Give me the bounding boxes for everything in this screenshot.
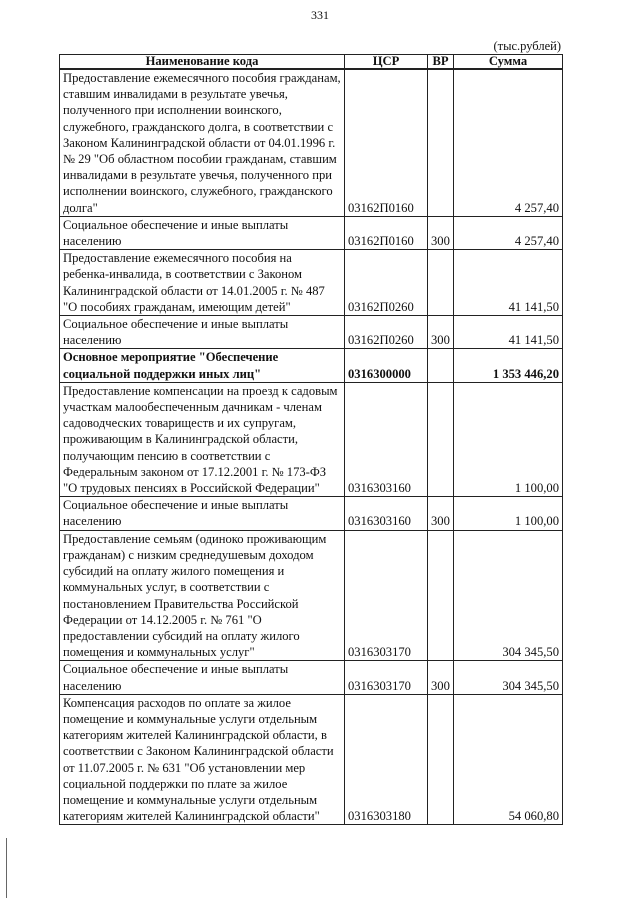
row-csr: 03162П0260 — [345, 316, 428, 349]
row-name: Социальное обеспечение и иные выплаты населению — [60, 216, 345, 249]
table-row — [60, 216, 563, 249]
units-label: (тыс.рублей) — [493, 39, 561, 53]
margin-rule — [6, 838, 7, 898]
row-name: Социальное обеспечение и иные выплаты населению — [60, 316, 345, 349]
row-vr — [428, 250, 454, 316]
table-row — [60, 316, 563, 349]
row-vr — [428, 349, 454, 382]
row-csr: 0316303170 — [345, 530, 428, 661]
row-csr: 03162П0160 — [345, 216, 428, 249]
budget-table — [59, 54, 563, 825]
row-vr — [428, 382, 454, 496]
row-csr: 0316303170 — [345, 661, 428, 694]
row-sum: 41 141,50 — [454, 250, 563, 316]
row-name: Основное мероприятие "Обеспечение социальной поддержки иных лиц" — [60, 349, 345, 382]
row-name: Социальное обеспечение и иные выплаты населению — [60, 497, 345, 530]
row-vr — [428, 69, 454, 216]
row-sum: 1 353 446,20 — [454, 349, 563, 382]
row-sum: 304 345,50 — [454, 530, 563, 661]
row-vr: 300 — [428, 316, 454, 349]
row-vr — [428, 694, 454, 825]
table-row — [60, 382, 563, 496]
table-row — [60, 530, 563, 661]
row-sum: 1 100,00 — [454, 382, 563, 496]
row-csr: 0316303160 — [345, 382, 428, 496]
row-sum: 54 060,80 — [454, 694, 563, 825]
table-header-row — [60, 55, 563, 70]
page-number: 331 — [311, 8, 329, 22]
header-vr: ВР — [428, 55, 454, 70]
row-csr: 0316300000 — [345, 349, 428, 382]
header-name: Наименование кода — [60, 55, 345, 70]
table-row — [60, 250, 563, 316]
row-name: Предоставление ежемесячного пособия на ребенка-инвалида, в соответствии с Законом Калининградской области от 14.01.2005 г. № 487 "О пособиях гражданам, имеющим детей" — [60, 250, 345, 316]
row-name: Предоставление ежемесячного пособия гражданам, ставшим инвалидами в результате увечья, полученного при исполнении воинского, служебного, гражданского долга, в соответствии с Законом Калининградской области от 04.01.1996 г. № 29 "Об областном пособии гражданам, ставшим инвалидами в результате увечья, полученного при исполнении воинского, служебного, гражданского долга" — [60, 69, 345, 216]
table-row — [60, 661, 563, 694]
row-name: Предоставление компенсации на проезд к садовым участкам малообеспеченным дачникам - членам садоводческих товариществ и их супругам, проживающим в Калининградской области, получающим пенсию в соответствии с Федеральным законом от 17.12.2001 г. № 173-ФЗ "О трудовых пенсиях в Российской Федерации" — [60, 382, 345, 496]
header-csr: ЦСР — [345, 55, 428, 70]
row-csr: 03162П0260 — [345, 250, 428, 316]
row-name: Компенсация расходов по оплате за жилое помещение и коммунальные услуги отдельным категориям жителей Калининградской области, в соответствии с Законом Калининградской области от 11.07.2005 г. № 631 "Об установлении мер социальной поддержки по плате за жилое помещение и коммунальные услуги отдельным категориям жителей Калининградской области" — [60, 694, 345, 825]
table-row — [60, 497, 563, 530]
row-name: Социальное обеспечение и иные выплаты населению — [60, 661, 345, 694]
row-name: Предоставление семьям (одиноко проживающим гражданам) с низким среднедушевым доходом субсидий на оплату жилого помещения и коммунальных услуг, в соответствии с постановлением Правительства Российской Федерации от 14.12.2005 г. № 761 "О предоставлении субсидий на оплату жилого помещения и коммунальных услуг" — [60, 530, 345, 661]
row-sum: 4 257,40 — [454, 216, 563, 249]
row-vr: 300 — [428, 497, 454, 530]
row-sum: 304 345,50 — [454, 661, 563, 694]
row-sum: 41 141,50 — [454, 316, 563, 349]
row-vr: 300 — [428, 661, 454, 694]
header-sum: Сумма — [454, 55, 563, 70]
row-sum: 4 257,40 — [454, 69, 563, 216]
table-row — [60, 694, 563, 825]
row-csr: 0316303180 — [345, 694, 428, 825]
row-csr: 03162П0160 — [345, 69, 428, 216]
row-sum: 1 100,00 — [454, 497, 563, 530]
row-vr — [428, 530, 454, 661]
row-vr: 300 — [428, 216, 454, 249]
table-row-section — [60, 349, 563, 382]
table-row — [60, 69, 563, 216]
row-csr: 0316303160 — [345, 497, 428, 530]
